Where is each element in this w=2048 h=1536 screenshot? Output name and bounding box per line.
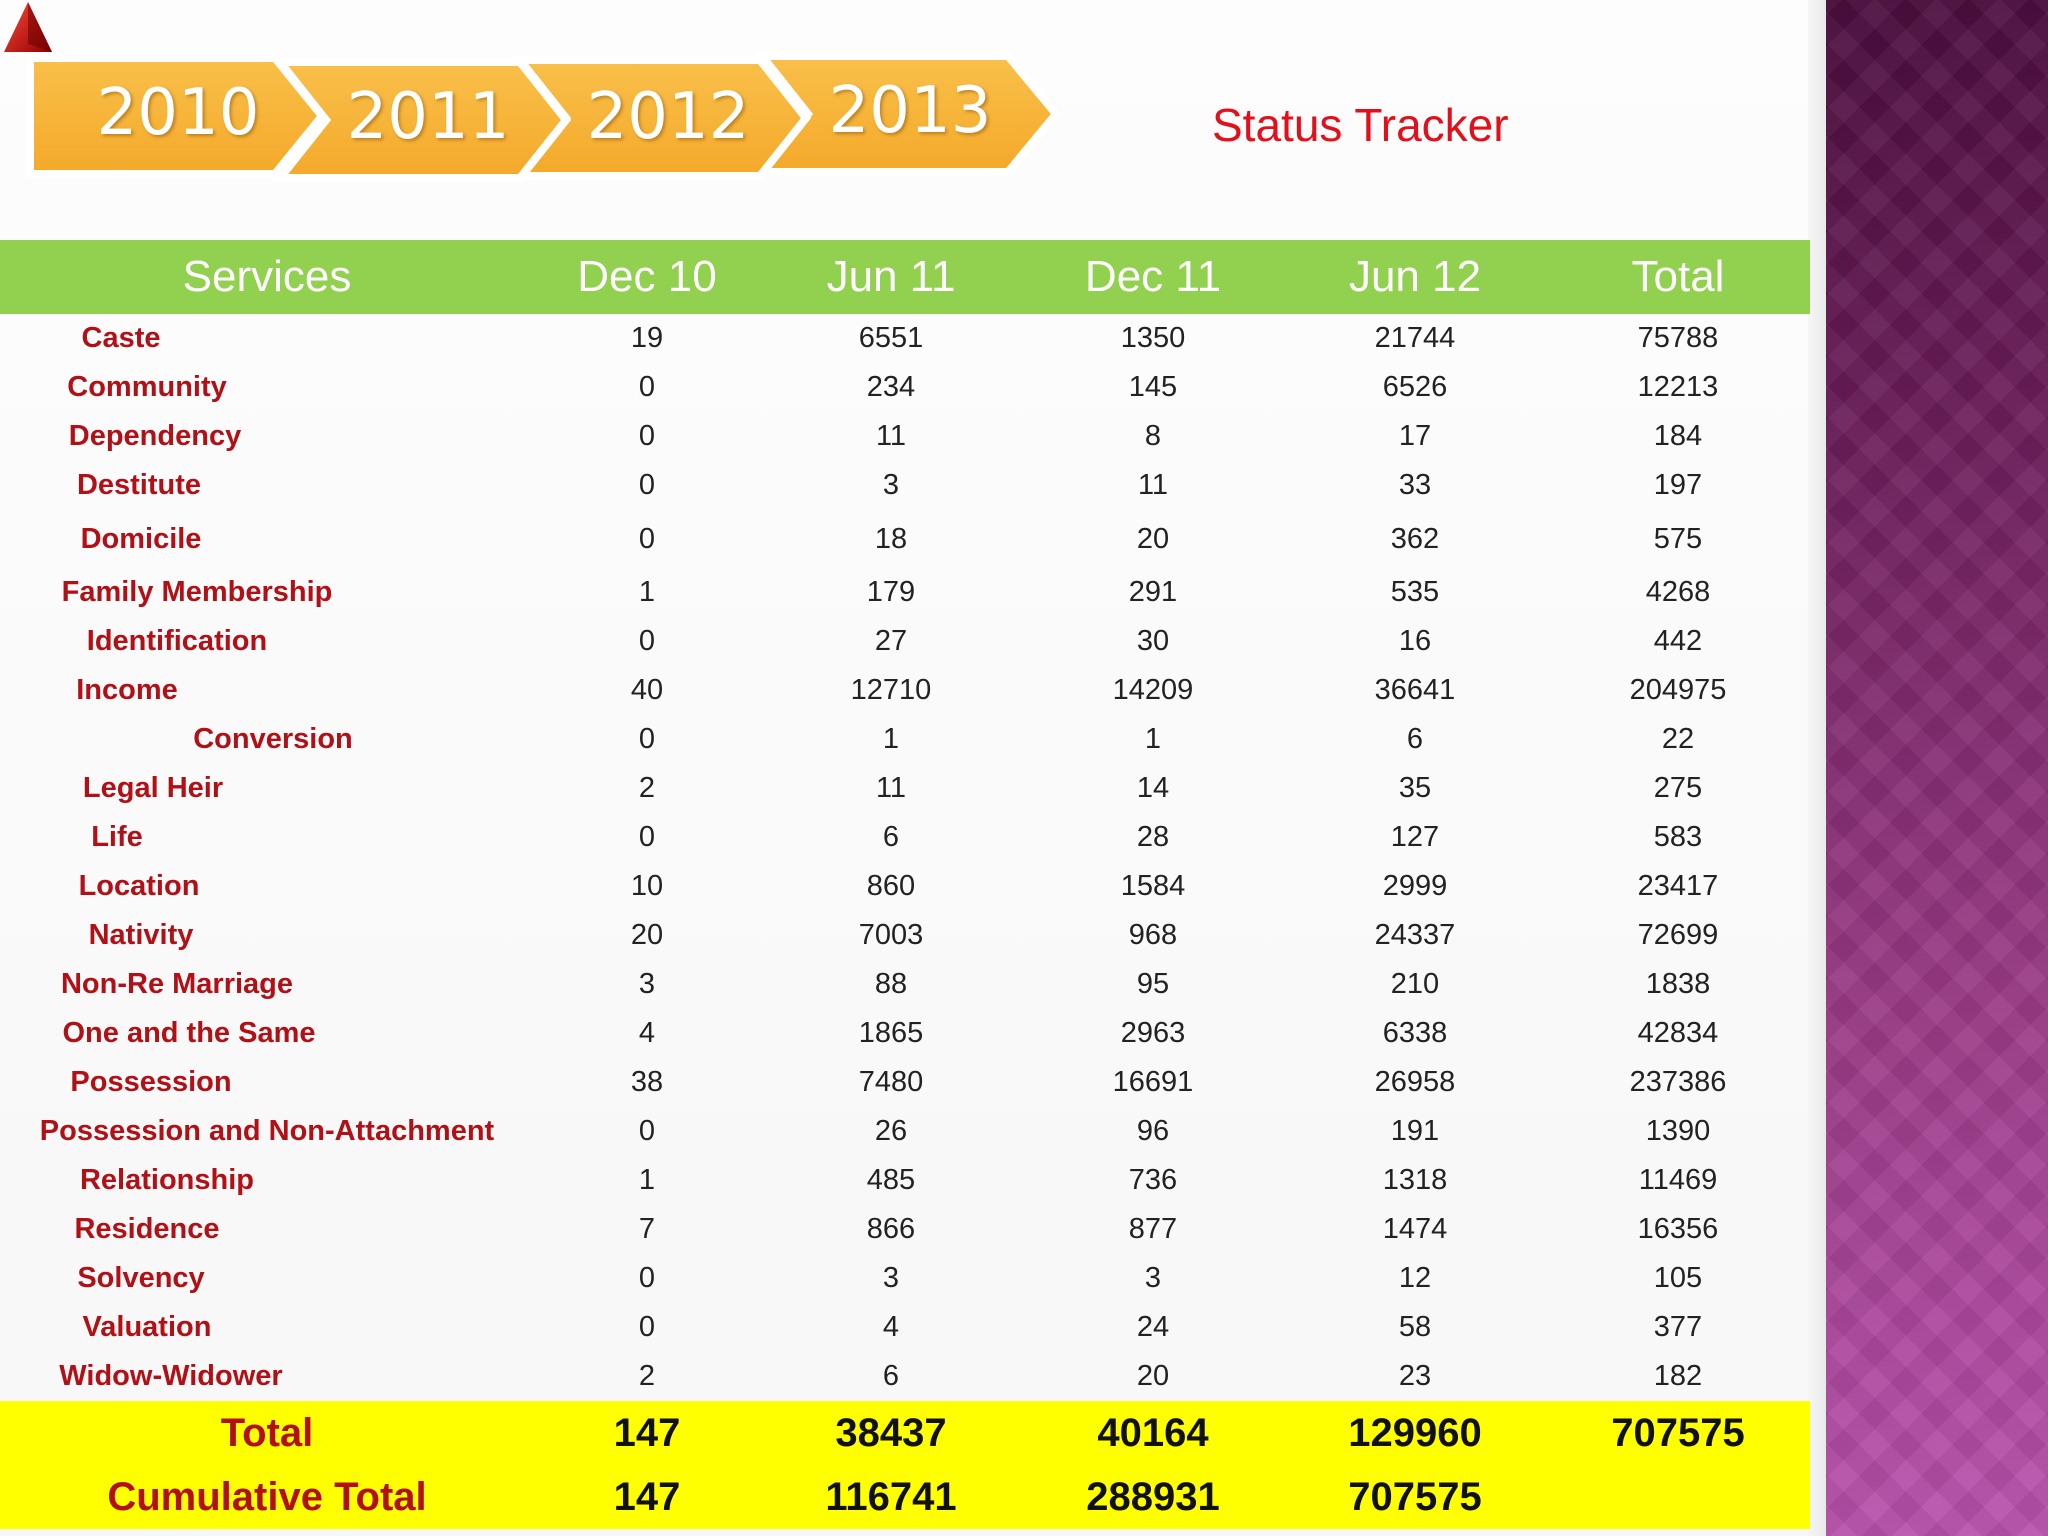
value-cell: 16	[1398, 625, 1432, 657]
value-cell: 968	[1128, 919, 1178, 951]
value-cell: 72699	[1637, 919, 1719, 951]
year-label-2011[interactable]: 2011	[346, 80, 510, 154]
table-row	[0, 1303, 1810, 1352]
table-row	[0, 1107, 1810, 1156]
service-name-cell	[0, 568, 534, 617]
value-cell: 860	[866, 870, 916, 902]
value-cell: 4	[638, 1017, 656, 1049]
value-cell: 575	[1653, 522, 1703, 555]
service-name: Residence	[74, 1213, 220, 1245]
value-cell: 0	[638, 1311, 656, 1343]
service-name-cell	[0, 1058, 534, 1107]
value-cell: 1474	[1382, 1213, 1448, 1245]
year-label-2010[interactable]: 2010	[96, 76, 260, 150]
table-row	[0, 314, 1810, 363]
value-cell: 0	[638, 420, 656, 452]
service-name-cell	[0, 363, 534, 412]
value-cell: 28	[1136, 821, 1170, 853]
value-cell: 6	[882, 1360, 900, 1392]
value-cell: 485	[866, 1164, 916, 1196]
value-cell: 30	[1136, 625, 1170, 657]
service-name: One and the Same	[62, 1017, 316, 1049]
value-cell: 8	[1144, 420, 1162, 452]
value-cell: 35	[1398, 772, 1432, 804]
service-name: Legal Heir	[82, 772, 224, 804]
value-cell: 12213	[1637, 371, 1719, 403]
table-row	[0, 813, 1810, 862]
value-cell: 3	[1144, 1262, 1162, 1294]
service-name-cell	[0, 911, 534, 960]
value-cell: 204975	[1629, 674, 1727, 706]
value-cell: 3	[882, 1262, 900, 1294]
service-name-cell	[0, 1009, 534, 1058]
table-row	[0, 1009, 1810, 1058]
table-row	[0, 1205, 1810, 1254]
service-name: Widow-Widower	[59, 1360, 283, 1392]
value-cell: 16356	[1637, 1213, 1719, 1245]
column-header-dec-10: Dec 10	[577, 252, 717, 301]
value-cell: 0	[638, 522, 656, 555]
value-cell: 1	[638, 1164, 656, 1196]
table-row	[0, 862, 1810, 911]
value-cell: 11	[875, 420, 907, 452]
decorative-side-panel	[1826, 0, 2048, 1536]
value-cell: 535	[1390, 576, 1440, 608]
value-cell: 7003	[858, 919, 924, 951]
service-name: Community	[67, 371, 227, 403]
table-row	[0, 764, 1810, 813]
value-cell: 24	[1136, 1311, 1170, 1343]
value-cell: 0	[638, 723, 656, 755]
value-cell: 6551	[858, 322, 924, 354]
service-name-cell	[0, 813, 534, 862]
value-cell: 197	[1653, 469, 1703, 501]
total-value-cell: 147	[613, 1474, 681, 1519]
service-name: Dependency	[68, 420, 242, 452]
value-cell: 16691	[1112, 1066, 1194, 1098]
value-cell: 27	[874, 625, 908, 657]
current-year-marker-icon	[0, 0, 56, 58]
value-cell: 1865	[858, 1017, 924, 1049]
value-cell: 179	[866, 576, 916, 608]
value-cell: 1838	[1645, 968, 1711, 1000]
value-cell: 0	[638, 1262, 656, 1294]
total-value-cell: 707575	[1611, 1410, 1745, 1455]
value-cell: 38	[630, 1066, 664, 1098]
service-name-cell	[0, 666, 534, 715]
year-label-2013[interactable]: 2013	[828, 74, 992, 148]
service-name-cell	[0, 1156, 534, 1205]
value-cell: 17	[1398, 420, 1432, 452]
table-footer	[0, 1401, 1810, 1529]
table-row	[0, 666, 1810, 715]
service-name-cell	[0, 960, 534, 1009]
value-cell: 736	[1128, 1164, 1178, 1196]
value-cell: 182	[1653, 1360, 1703, 1392]
table-row	[0, 911, 1810, 960]
value-cell: 1	[1144, 723, 1162, 755]
table-row	[0, 461, 1810, 510]
service-name: Conversion	[193, 723, 353, 755]
value-cell: 145	[1128, 371, 1178, 403]
value-cell: 11469	[1638, 1164, 1718, 1196]
value-cell: 96	[1136, 1115, 1170, 1147]
service-name-cell	[0, 1205, 534, 1254]
services-table	[0, 240, 1810, 1529]
value-cell: 237386	[1629, 1066, 1727, 1098]
value-cell: 4	[882, 1311, 900, 1343]
value-cell: 23417	[1637, 870, 1719, 902]
service-name: Possession and Non-Attachment	[39, 1115, 495, 1147]
table-row	[0, 1156, 1810, 1205]
service-name-cell	[0, 1107, 534, 1156]
service-name: Location	[78, 870, 200, 902]
value-cell: 33	[1398, 469, 1432, 501]
value-cell: 11	[1137, 469, 1169, 501]
service-name-cell	[0, 715, 534, 764]
value-cell: 105	[1653, 1262, 1703, 1294]
table-row	[0, 363, 1810, 412]
value-cell: 23	[1398, 1360, 1432, 1392]
service-name: Caste	[81, 322, 161, 354]
service-name-cell	[0, 412, 534, 461]
service-name-cell	[0, 862, 534, 911]
service-name-cell	[0, 461, 534, 510]
service-name: Nativity	[88, 919, 194, 951]
value-cell: 0	[638, 371, 656, 403]
value-cell: 14209	[1112, 674, 1194, 706]
value-cell: 127	[1390, 821, 1440, 853]
value-cell: 1584	[1120, 870, 1186, 902]
value-cell: 88	[874, 968, 908, 1000]
service-name: Life	[91, 821, 143, 853]
service-name: Possession	[70, 1066, 232, 1098]
value-cell: 275	[1653, 772, 1703, 804]
value-cell: 2	[638, 772, 656, 804]
value-cell: 442	[1653, 625, 1703, 657]
value-cell: 20	[1136, 1360, 1170, 1392]
service-name-cell	[0, 1254, 534, 1303]
table-row	[0, 1254, 1810, 1303]
value-cell: 1318	[1382, 1164, 1448, 1196]
value-cell: 0	[638, 469, 656, 501]
column-header-jun-11: Jun 11	[826, 252, 956, 301]
value-cell: 0	[638, 625, 656, 657]
value-cell: 58	[1398, 1311, 1432, 1343]
total-value-cell	[1546, 1465, 1810, 1529]
service-name: Solvency	[77, 1262, 205, 1294]
value-cell: 6	[1406, 723, 1424, 755]
value-cell: 2999	[1382, 870, 1448, 902]
value-cell: 7	[638, 1213, 656, 1245]
value-cell: 6526	[1382, 371, 1448, 403]
service-name: Income	[76, 674, 178, 706]
value-cell: 22	[1661, 723, 1695, 755]
value-cell: 42834	[1637, 1017, 1719, 1049]
value-cell: 2	[638, 1360, 656, 1392]
value-cell: 21744	[1374, 322, 1456, 354]
total-value-cell: 288931	[1086, 1474, 1220, 1519]
value-cell: 6338	[1382, 1017, 1448, 1049]
table-header-row	[0, 240, 1810, 314]
service-name-cell	[0, 1352, 534, 1401]
value-cell: 1	[638, 576, 656, 608]
total-value-cell: 38437	[835, 1410, 947, 1455]
value-cell: 191	[1390, 1115, 1440, 1147]
total-row	[0, 1401, 1810, 1465]
year-label-2012[interactable]: 2012	[586, 80, 750, 154]
total-value-cell: 147	[613, 1410, 681, 1455]
value-cell: 12710	[850, 674, 932, 706]
service-name-cell	[0, 617, 534, 666]
value-cell: 210	[1390, 968, 1440, 1000]
value-cell: 377	[1653, 1311, 1703, 1343]
service-name-cell	[0, 764, 534, 813]
value-cell: 1350	[1120, 322, 1186, 354]
value-cell: 26	[874, 1115, 908, 1147]
service-name: Family Membership	[61, 576, 333, 608]
value-cell: 877	[1128, 1213, 1178, 1245]
service-name: Valuation	[82, 1311, 212, 1343]
value-cell: 40	[630, 674, 664, 706]
value-cell: 7480	[858, 1066, 924, 1098]
value-cell: 12	[1398, 1262, 1432, 1294]
service-name-cell	[0, 314, 534, 363]
value-cell: 291	[1128, 576, 1178, 608]
service-name: Non-Re Marriage	[60, 968, 294, 1000]
table-row	[0, 960, 1810, 1009]
value-cell: 2963	[1120, 1017, 1186, 1049]
total-value-cell: 707575	[1348, 1474, 1482, 1519]
table-row	[0, 510, 1810, 568]
value-cell: 10	[630, 870, 664, 902]
value-cell: 24337	[1374, 919, 1456, 951]
total-value-cell: 129960	[1348, 1410, 1482, 1455]
value-cell: 3	[638, 968, 656, 1000]
total-value-cell: 116741	[825, 1474, 957, 1519]
value-cell: 75788	[1637, 322, 1719, 354]
table-row	[0, 617, 1810, 666]
table-body	[0, 314, 1810, 1401]
table-row	[0, 715, 1810, 764]
value-cell: 6	[882, 821, 900, 853]
value-cell: 19	[630, 322, 664, 354]
cumulative-total-label: Cumulative Total	[107, 1474, 427, 1519]
table-row	[0, 412, 1810, 461]
total-label: Total	[220, 1410, 314, 1455]
service-name: Relationship	[79, 1164, 254, 1196]
cumulative-total-row	[0, 1465, 1810, 1529]
column-header-services: Services	[182, 252, 352, 301]
value-cell: 1	[882, 723, 900, 755]
service-name: Domicile	[80, 522, 202, 555]
column-header-jun-12: Jun 12	[1348, 252, 1482, 301]
service-name-cell	[0, 1303, 534, 1352]
value-cell: 14	[1136, 772, 1170, 804]
value-cell: 583	[1653, 821, 1703, 853]
value-cell: 20	[1136, 522, 1170, 555]
value-cell: 362	[1390, 522, 1440, 555]
service-name: Identification	[86, 625, 268, 657]
value-cell: 0	[638, 821, 656, 853]
value-cell: 11	[875, 772, 907, 804]
value-cell: 26958	[1374, 1066, 1456, 1098]
value-cell: 95	[1136, 968, 1170, 1000]
column-header-total: Total	[1631, 252, 1725, 301]
value-cell: 0	[638, 1115, 656, 1147]
slide-edge	[1808, 0, 1826, 1536]
table-row	[0, 1352, 1810, 1401]
value-cell: 866	[866, 1213, 916, 1245]
value-cell: 36641	[1374, 674, 1456, 706]
value-cell: 20	[630, 919, 664, 951]
table-row	[0, 1058, 1810, 1107]
status-tracker-title: Status Tracker	[1212, 99, 1509, 151]
service-name: Destitute	[76, 469, 202, 501]
value-cell: 1390	[1645, 1115, 1711, 1147]
value-cell: 184	[1653, 420, 1703, 452]
value-cell: 18	[874, 522, 908, 555]
value-cell: 234	[866, 371, 916, 403]
table-row	[0, 568, 1810, 617]
service-name-cell	[0, 510, 534, 568]
value-cell: 4268	[1645, 576, 1711, 608]
year-timeline	[0, 0, 1100, 240]
total-value-cell: 40164	[1097, 1410, 1209, 1455]
value-cell: 3	[882, 469, 900, 501]
column-header-dec-11: Dec 11	[1084, 252, 1222, 301]
